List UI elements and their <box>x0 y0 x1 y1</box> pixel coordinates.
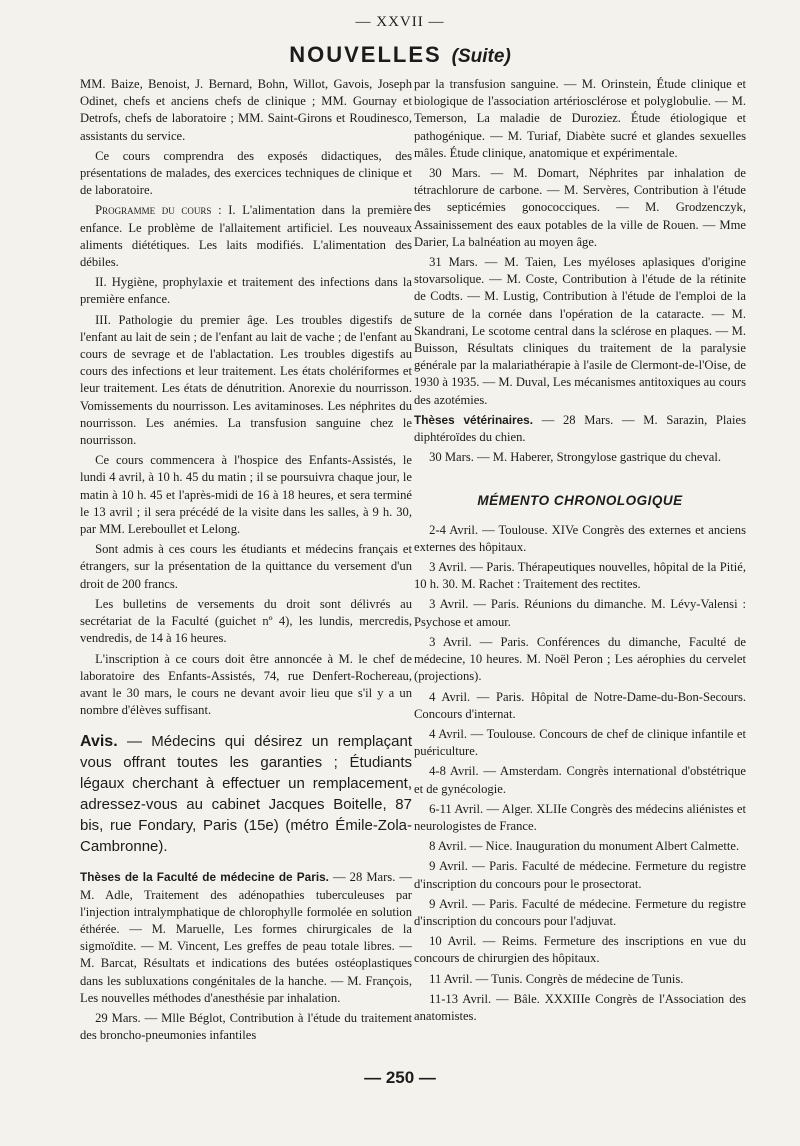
vet-paragraph <box>414 412 746 446</box>
memento-item: 3 Avril. — Paris. Réunions du dimanche. M. Lévy-Valensi : Psychose et amour. <box>414 597 746 629</box>
roman-page-number: — XXVII — <box>355 14 445 30</box>
memento-item: 4 Avril. — Paris. Hôpital de Notre-Dame-du-Bon-Secours. Concours d'internat. <box>414 689 746 721</box>
paragraph: Ce cours commencera à l'hospice des Enfants-Assistés, le lundi 4 avril, à 10 h. 45 du matin ; il se poursuivra chaque jour, le matin à 10 h. 45 et l'après-midi de 16 à 18 heures, et sera terminé le 13 avril ; il sera précédé de la visite dans les salles, à 9 h. 30, par MM. Lereboullet et Lelong. <box>80 453 412 537</box>
paragraph: 29 Mars. — Mlle Béglot, Contribution à l'étude du traitement des broncho-pneumonies infantiles <box>80 1010 412 1043</box>
paragraph: 30 Mars. — M. Domart, Néphrites par inhalation de tétrachlorure de carbone. — M. Servères, Contribution à l'étude des septicémies gonococciques. — M. Grodzenczyk, Assainissement des eaux potables de la ville de Rouen. — Mme Darier, La balnéation au moyen âge. <box>414 166 746 249</box>
memento-item: 9 Avril. — Paris. Faculté de médecine. Fermeture du registre d'inscription du concours pour l'adjuvat. <box>414 896 746 928</box>
memento-item: 8 Avril. — Nice. Inauguration du monument Albert Calmette. <box>429 839 740 854</box>
theses-heading: Thèses de la Faculté de médecine de Paris. <box>80 870 329 885</box>
paragraph: III. Pathologie du premier âge. Les troubles digestifs de l'enfant au lait de sein ; de l'enfant au lait de vache ; de l'enfant au cours de sevrage et de l'ablactation. Les troubles digestifs au cours des infections et leur traitement. Les états cholériformes et leur traitement. Les états de dénutrition. Anorexie du nourrisson. Vomissements du nourrisson. Les avitaminoses. Les néphrites du nourrisson. Les anémies. La transfusion sanguine chez le nourrisson. <box>80 312 412 448</box>
vet-heading: Thèses vétérinaires. <box>414 412 533 427</box>
title-suite: (Suite) <box>451 46 511 67</box>
paragraph: Les bulletins de versements du droit sont délivrés au secrétariat de la Faculté (guichet nº 4), les lundis, mercredis, vendredis, de 14 à 16 heures. <box>80 596 412 646</box>
paragraph <box>80 202 412 271</box>
memento-item: 2-4 Avril. — Toulouse. XIVe Congrès des externes et anciens externes des hôpitaux. <box>414 522 746 554</box>
memento-item: 10 Avril. — Reims. Fermeture des inscriptions en vue du concours de chirurgien des hôpitaux. <box>414 934 746 966</box>
paragraph: 31 Mars. — M. Taien, Les myéloses aplasiques d'origine stovarsolique. — M. Coste, Contribution à l'étude de la rétinite de Codts. — M. Lustig, Contribution à l'étude de l'emploi de la suture de la cornée dans l'opération de la cataracte. — M. Skandrani, Le scotome central dans la sclérose en plaques. — M. Buisson, Résultats cliniques du traitement de la paralysie générale par la malariathérapie à l'asile de Clermont-de-l'Oise, de 1930 à 1935. — M. Duval, Les mécanismes antitoxiques au cours des azotémies. <box>414 255 746 407</box>
right-column <box>414 76 746 1028</box>
memento-item: 3 Avril. — Paris. Conférences du dimanche, Faculté de médecine, 10 heures. M. Noël Peron ; Les aérophies du cervelet (projections). <box>414 634 746 684</box>
notice-avis <box>80 731 412 857</box>
program-heading: Programme du cours : <box>95 203 222 218</box>
paragraph: Ce cours comprendra des exposés didactiques, des présentations de malades, des exercices techniques de clinique et de laboratoire. <box>80 148 412 198</box>
left-column <box>80 76 412 1047</box>
paragraph: L'inscription à ce cours doit être annoncée à M. le chef de laboratoire des Enfants-Assistés, 74, rue Denfert-Rochereau, avant le 30 mars, le cours ne devant avoir lieu que s'il y a un nombre d'élèves suffisant. <box>80 651 412 718</box>
memento-item: 6-11 Avril. — Alger. XLIIe Congrès des médecins aliénistes et neurologistes de France. <box>414 801 746 833</box>
avis-text: — Médecins qui désirez un remplaçant vous offrant toutes les garanties ; Étudiants légaux cherchant à effectuer un remplacement, adressez-vous au cabinet Jacques Boitelle, 87 bis, rue Fondary, Paris (15e) (métro Émile-Zola-Cambronne). <box>80 733 413 856</box>
paragraph: Sont admis à ces cours les étudiants et médecins français et étrangers, sur la présentation de la quittance du versement d'un droit de 200 francs. <box>80 542 412 591</box>
memento-item: 11-13 Avril. — Bâle. XXXIIIe Congrès de l'Association des anatomistes. <box>414 991 746 1023</box>
vet-text: — 28 Mars. — M. Sarazin, Plaies diphtéroïdes du chien. <box>414 412 747 445</box>
paragraph: MM. Baize, Benoist, J. Bernard, Bohn, Willot, Gavois, Joseph Odinet, chefs et anciens chefs de clinique ; MM. Gournay et Detrofs, chefs de laboratoire ; MM. Saint-Girons et Roudinesco, assistants du service. <box>80 77 412 143</box>
avis-heading: Avis. <box>80 733 118 751</box>
memento-item: 9 Avril. — Paris. Faculté de médecine. Fermeture du registre d'inscription du concours pour le prosectorat. <box>414 859 746 891</box>
title-main: NOUVELLES <box>289 42 442 67</box>
paragraph-text: I. L'alimentation dans la première enfance. Le problème de l'allaitement artificiel. Les nouveaux aliments diététiques. Les laits modifiés. L'alimentation des débiles. <box>80 203 412 270</box>
paragraph: par la transfusion sanguine. — M. Orinstein, Étude clinique et biologique de l'association artériosclérose et polyglobulie. — M. Temerson, La maladie de Duroziez. Étude étiologique et pathogénique. — M. Turiaf, Diabète sucré et glandes sexuelles mâles. Étude clinique, anatomique et expérimentale. <box>414 77 746 160</box>
memento-list <box>414 522 746 1025</box>
page-number: — 250 — <box>364 1068 436 1087</box>
paragraph: II. Hygiène, prophylaxie et traitement des infections dans la première enfance. <box>80 275 412 307</box>
memento-heading: MÉMENTO CHRONOLOGIQUE <box>477 493 683 509</box>
page-title <box>0 42 800 68</box>
memento-item: 11 Avril. — Tunis. Congrès de médecine de Tunis. <box>429 971 684 986</box>
memento-item: 4 Avril. — Toulouse. Concours de chef de clinique infantile et puériculture. <box>414 726 746 759</box>
theses-text: — 28 Mars. — M. Adle, Traitement des adénopathies tuberculeuses par l'injection intralymphatique de chlorophylle formolée en solution éthérée. — M. Maruelle, Les formes chirurgicales de la sigmoïdite. — M. Vincent, Les greffes de peau totale libres. — M. Barcat, Résultats et indications des butées ostéoplastiques dans les subluxations congénitales de la hanche. — M. François, Les nouvelles méthodes d'anesthésie par inhalation. <box>80 870 412 1005</box>
theses-paragraph <box>80 869 412 1007</box>
memento-item: 4-8 Avril. — Amsterdam. Congrès international d'obstétrique et de gynécologie. <box>414 764 746 796</box>
paragraph: 30 Mars. — M. Haberer, Strongylose gastrique du cheval. <box>429 450 721 465</box>
memento-item: 3 Avril. — Paris. Thérapeutiques nouvelles, hôpital de la Pitié, 10 h. 30. M. Rachet : Traitement des rectites. <box>414 560 746 592</box>
